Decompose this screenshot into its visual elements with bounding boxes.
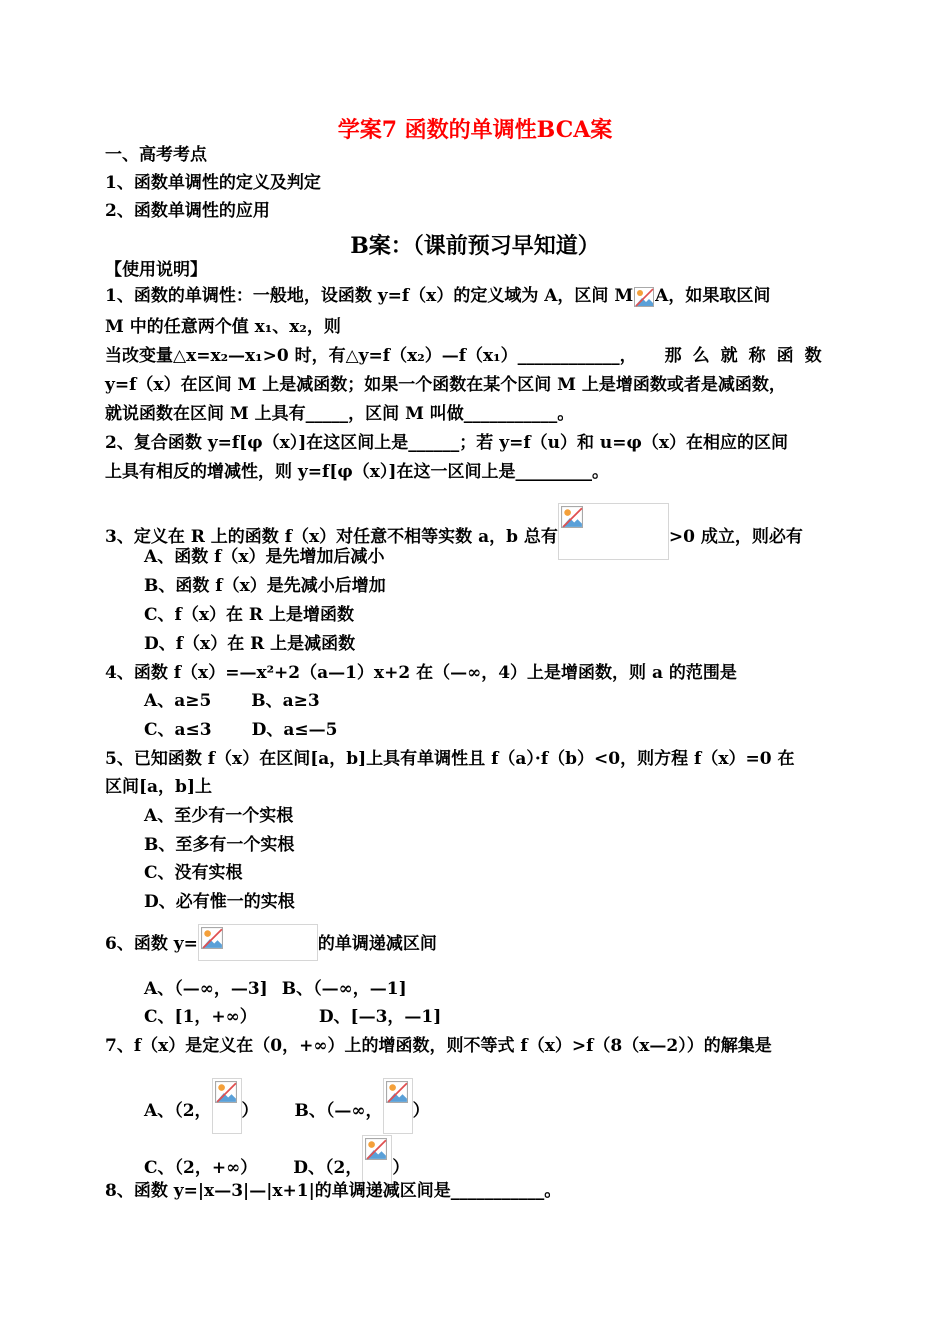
q3-stem-pre: 3、定义在 R 上的函数 f（x）对任意不相等实数 a，b 总有 <box>105 527 558 547</box>
q2-line-2: 上具有相反的增减性，则 y=f[φ（x）]在这一区间上是_________。 <box>105 462 609 482</box>
q3-option-c[interactable]: C、f（x）在 R 上是增函数 <box>144 605 354 625</box>
q3-option-a[interactable]: A、函数 f（x）是先增加后减小 <box>144 547 385 567</box>
q6-options-row-1 <box>144 978 407 1000</box>
q7-option-d-post: ） <box>392 1158 410 1178</box>
q2-line-1: 2、复合函数 y=f[φ（x）]在这区间上是______；若 y=f（u）和 u=φ（x）在相应的区间 <box>105 433 789 453</box>
broken-image-icon <box>212 1078 242 1134</box>
page-title: 学案7 函数的单调性BCA案 <box>337 117 613 143</box>
q4-option-b[interactable]: B、a≥3 <box>251 691 320 711</box>
q1-line-1 <box>105 285 770 308</box>
q8-stem: 8、函数 y=|x—3|—|x+1|的单调递减区间是___________。 <box>105 1181 562 1201</box>
q4-options-row-1 <box>144 690 320 712</box>
q1-line-1-pre: 1、函数的单调性：一般地，设函数 y=f（x）的定义域为 A，区间 M <box>105 286 634 306</box>
q3-stem-post: >0 成立，则必有 <box>668 527 803 547</box>
q7-option-b[interactable] <box>295 1101 430 1121</box>
q4-options-row-2 <box>144 719 337 741</box>
q7-option-d-pre: D、（2， <box>293 1158 363 1178</box>
q7-option-a[interactable] <box>144 1101 259 1121</box>
q3-option-b[interactable]: B、函数 f（x）是先减小后增加 <box>144 576 386 596</box>
q6-stem <box>105 924 437 961</box>
q5-option-b[interactable]: B、至多有一个实根 <box>144 835 295 855</box>
q1-line-5: 就说函数在区间 M 上具有_____，区间 M 叫做___________。 <box>105 404 575 424</box>
q7-option-c[interactable]: C、（2，+∞） <box>144 1158 258 1178</box>
q1-line-2: M 中的任意两个值 x₁、x₂，则 <box>105 317 341 337</box>
q7-option-b-pre: B、（—∞， <box>294 1101 383 1121</box>
q5-line-1: 5、已知函数 f（x）在区间[a，b]上具有单调性且 f（a）·f（b）<0，则方程 f（x）=0 在 <box>105 749 795 769</box>
q5-option-d[interactable]: D、必有惟一的实根 <box>144 892 295 912</box>
exam-point-2: 2、函数单调性的应用 <box>105 201 270 221</box>
q7-option-b-post: ） <box>412 1101 430 1121</box>
exam-points-heading: 一、高考考点 <box>105 145 207 165</box>
q5-line-2: 区间[a，b]上 <box>105 777 212 797</box>
q6-option-a[interactable]: A、（—∞，—3] <box>144 979 268 999</box>
q4-option-a[interactable]: A、a≥5 <box>144 691 212 711</box>
q4-option-c[interactable]: C、a≤3 <box>144 720 212 740</box>
q7-option-d[interactable] <box>293 1158 409 1178</box>
q6-stem-post: 的单调递减区间 <box>317 934 437 954</box>
q7-option-a-pre: A、（2， <box>144 1101 212 1121</box>
q6-stem-pre: 6、函数 y= <box>105 934 198 954</box>
q1-line-4: y=f（x）在区间 M 上是减函数；如果一个函数在某个区间 M 上是增函数或者是减函数， <box>105 375 786 395</box>
q7-stem: 7、f（x）是定义在（0，+∞）上的增函数，则不等式 f（x）>f（8（x—2））的解集是 <box>105 1036 772 1056</box>
q1-line-3-post: 那么就称函数 <box>664 346 833 366</box>
usage-note: 【使用说明】 <box>105 260 207 280</box>
q5-option-c[interactable]: C、没有实根 <box>144 863 243 883</box>
q6-options-row-2 <box>144 1006 441 1028</box>
q6-option-b[interactable]: B、（—∞，—1] <box>281 979 407 999</box>
q7-options-row-1 <box>144 1078 430 1134</box>
broken-image-icon <box>558 503 669 560</box>
q4-option-d[interactable]: D、a≤—5 <box>251 720 338 740</box>
q1-line-3-pre: 当改变量△x=x₂—x₁>0 时，有△y=f（x₂）—f（x₁）____________， <box>105 346 637 366</box>
q7-option-a-post: ） <box>241 1101 259 1121</box>
q3-option-d[interactable]: D、f（x）在 R 上是减函数 <box>144 634 356 654</box>
broken-image-icon <box>198 924 318 961</box>
section-b-title: B案：（课前预习早知道） <box>350 233 600 259</box>
broken-image-icon <box>383 1078 413 1134</box>
q5-option-a[interactable]: A、至少有一个实根 <box>144 806 294 826</box>
q4-stem: 4、函数 f（x）=—x²+2（a—1）x+2 在（—∞，4）上是增函数，则 a 的范围是 <box>105 663 737 683</box>
q1-line-1-post: A，如果取区间 <box>655 286 771 306</box>
q6-option-c[interactable]: C、[1，+∞） <box>144 1007 257 1027</box>
q1-line-3 <box>105 345 833 367</box>
exam-point-1: 1、函数单调性的定义及判定 <box>105 173 321 193</box>
broken-image-icon <box>633 286 655 308</box>
q6-option-d[interactable]: D、[—3，—1] <box>318 1007 442 1027</box>
